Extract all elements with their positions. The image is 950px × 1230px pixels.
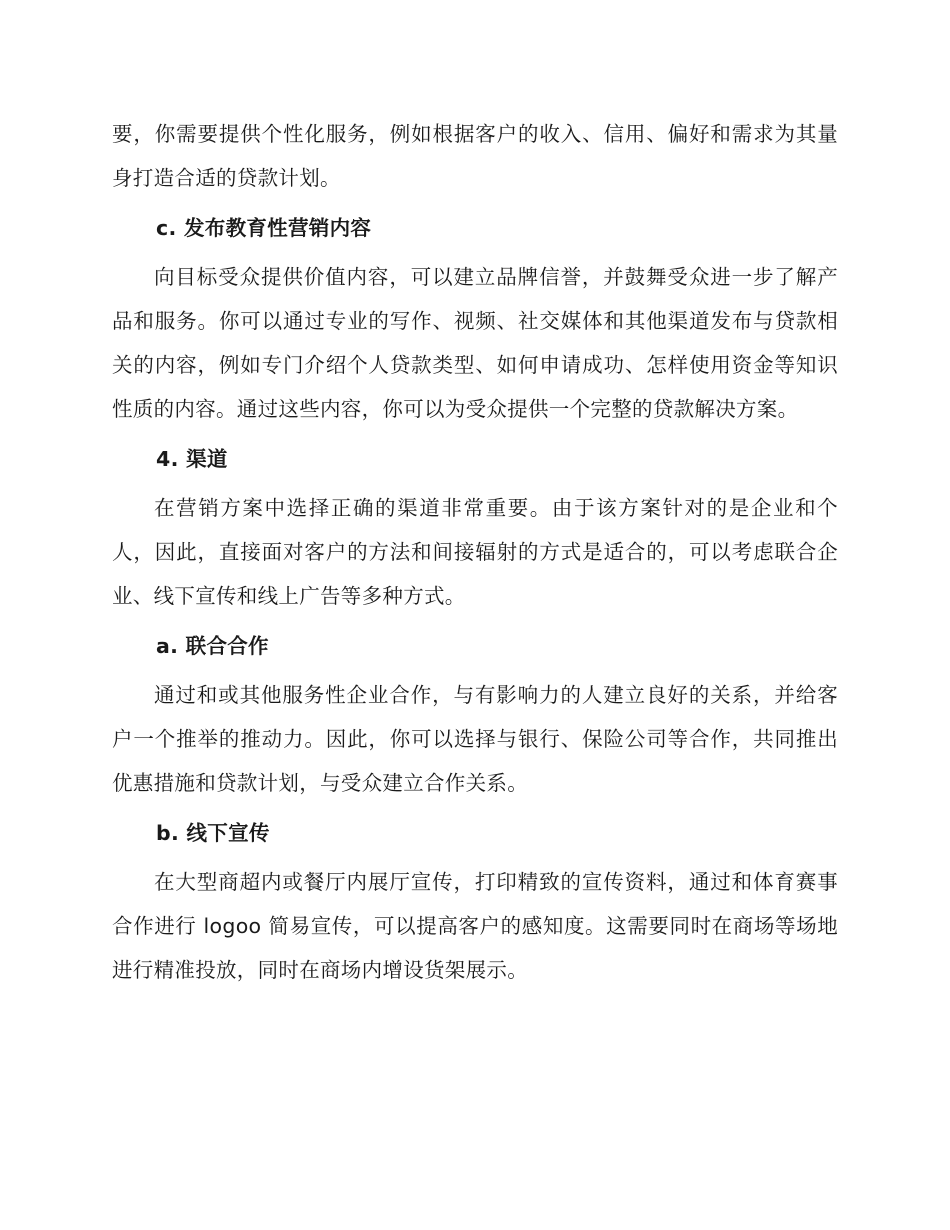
- heading-offline-promotion: b. 线下宣传: [156, 821, 270, 845]
- paragraph-personalized-service: 要，你需要提供个性化服务，例如根据客户的收入、信用、偏好和需求为其量身打造合适的贷款计划。: [112, 122, 838, 190]
- heading-educational-content: c. 发布教育性营销内容: [156, 216, 372, 240]
- paragraph-offline-promotion: 在大型商超内或餐厅内展厅宣传，打印精致的宣传资料，通过和体育赛事合作进行 logoo 简易宣传，可以提高客户的感知度。这需要同时在商场等场地进行精准投放，同时在商场内增设货架展示。: [112, 870, 838, 982]
- paragraph-joint-cooperation: 通过和或其他服务性企业合作，与有影响力的人建立良好的关系，并给客户一个推举的推动力。因此，你可以选择与银行、保险公司等合作，共同推出优惠措施和贷款计划，与受众建立合作关系。: [112, 683, 838, 795]
- paragraph-educational-content: 向目标受众提供价值内容，可以建立品牌信誉，并鼓舞受众进一步了解产品和服务。你可以通过专业的写作、视频、社交媒体和其他渠道发布与贷款相关的内容，例如专门介绍个人贷款类型、如何申请成功、怎样使用资金等知识性质的内容。通过这些内容，你可以为受众提供一个完整的贷款解决方案。: [112, 265, 838, 421]
- heading-joint-cooperation: a. 联合合作: [156, 634, 269, 658]
- paragraph-channels: 在营销方案中选择正确的渠道非常重要。由于该方案针对的是企业和个人，因此，直接面对客户的方法和间接辐射的方式是适合的，可以考虑联合企业、线下宣传和线上广告等多种方式。: [112, 496, 838, 608]
- heading-channels: 4. 渠道: [156, 447, 228, 471]
- document-page: [112, 112, 838, 992]
